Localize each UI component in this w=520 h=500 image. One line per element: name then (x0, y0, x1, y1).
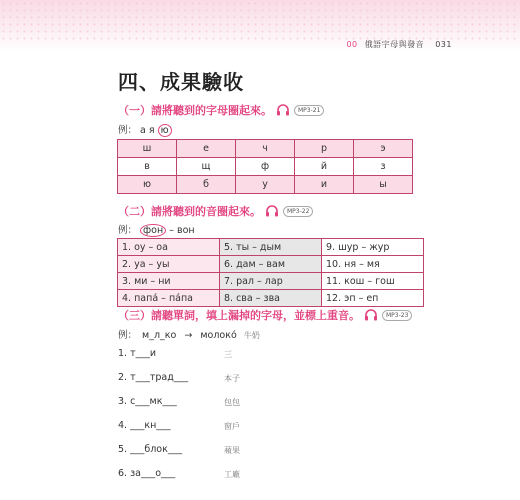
drill-meaning: 三 (224, 350, 232, 359)
drill-item (118, 468, 240, 479)
q2-heading (118, 203, 313, 219)
table-cell: 4. папа́ – па́па (118, 290, 220, 307)
example-answer-word: молоко́ (200, 330, 237, 341)
table-cell: 12. эп – еп (322, 290, 424, 307)
drill-text: 3. с___мк___ (118, 396, 177, 407)
q2-pairs-table (117, 238, 424, 307)
headphone-icon[interactable] (276, 104, 290, 116)
q1-example (118, 122, 172, 136)
example-prefix: 例： (118, 225, 138, 236)
mp3-track-label: MP3-23 (382, 310, 412, 321)
table-cell: 5. ты – дым (220, 239, 322, 256)
table-cell: 6. дам – вам (220, 256, 322, 273)
table-cell: и (295, 176, 354, 194)
drill-meaning: 窗戶 (224, 422, 240, 431)
q1-heading-text: （一）請將聽到的字母圈起來。 (118, 104, 272, 117)
circled-answer: ю (158, 124, 172, 137)
q3-heading (118, 307, 412, 323)
table-cell: ч (236, 140, 295, 158)
drill-text: 5. ___блок___ (118, 444, 183, 455)
table-cell: ф (236, 158, 295, 176)
header-pattern (0, 0, 520, 40)
table-cell: ю (118, 176, 177, 194)
table-cell: ш (118, 140, 177, 158)
drill-meaning: 本子 (224, 374, 240, 383)
table-row (118, 140, 413, 158)
table-cell: э (354, 140, 413, 158)
table-cell: е (177, 140, 236, 158)
drill-meaning: 工廠 (224, 470, 240, 479)
drill-meaning: 包包 (224, 398, 240, 407)
q1-letter-table (117, 139, 413, 194)
q2-example (118, 222, 195, 236)
section-title: 四、成果驗收 (118, 70, 244, 94)
table-cell: щ (177, 158, 236, 176)
drill-meaning: 蘋果 (224, 446, 240, 455)
table-row (118, 176, 413, 194)
example-meaning: 牛奶 (243, 331, 260, 340)
drill-text: 2. т___трад___ (118, 372, 189, 383)
drill-item (118, 396, 240, 407)
table-row (118, 239, 424, 256)
table-cell: у (236, 176, 295, 194)
q3-heading-text: （三）請聽單詞，填上漏掉的字母，並標上重音。 (118, 309, 360, 322)
drill-item (118, 348, 232, 359)
headphone-icon[interactable] (265, 205, 279, 217)
table-cell: 10. ня – мя (322, 256, 424, 273)
drill-text: 6. за___о___ (118, 468, 176, 479)
mp3-track-label: MP3-21 (294, 105, 324, 116)
drill-item (118, 372, 240, 383)
table-cell: ы (354, 176, 413, 194)
q3-example (118, 327, 260, 341)
table-row (118, 273, 424, 290)
example-prefix: 例： (118, 125, 138, 136)
table-cell: р (295, 140, 354, 158)
table-cell: 2. уа – уы (118, 256, 220, 273)
table-cell: в (118, 158, 177, 176)
table-cell: й (295, 158, 354, 176)
mp3-track-label: MP3-22 (283, 206, 313, 217)
table-row (118, 290, 424, 307)
example-letters: а я (140, 125, 155, 136)
headphone-icon[interactable] (364, 309, 378, 321)
table-cell: 1. оу – оа (118, 239, 220, 256)
table-cell: 7. рал – лар (220, 273, 322, 290)
table-row (118, 158, 413, 176)
chapter-title: 俄語字母與發音 (364, 40, 425, 49)
drill-text: 4. ___кн___ (118, 420, 171, 431)
table-cell: з (354, 158, 413, 176)
q2-heading-text: （二）請將聽到的音圈起來。 (118, 205, 261, 218)
table-cell: 9. шур – жур (322, 239, 424, 256)
example-blank-word: м_л_ко (142, 330, 177, 341)
drill-item (118, 420, 240, 431)
table-cell: 3. ми – ни (118, 273, 220, 290)
drill-text: 1. т___и (118, 348, 157, 359)
drill-item (118, 444, 240, 455)
page-number: 031 (435, 40, 452, 49)
arrow-icon: → (184, 330, 193, 341)
chapter-number: 00 (346, 40, 358, 49)
table-cell: б (177, 176, 236, 194)
table-row (118, 256, 424, 273)
running-head (346, 39, 452, 50)
table-cell: 11. кош – гош (322, 273, 424, 290)
q1-heading (118, 102, 324, 118)
table-cell: 8. сва – зва (220, 290, 322, 307)
example-rest: – вон (169, 225, 195, 236)
example-prefix: 例： (118, 330, 138, 341)
circled-answer: фон (140, 224, 166, 237)
